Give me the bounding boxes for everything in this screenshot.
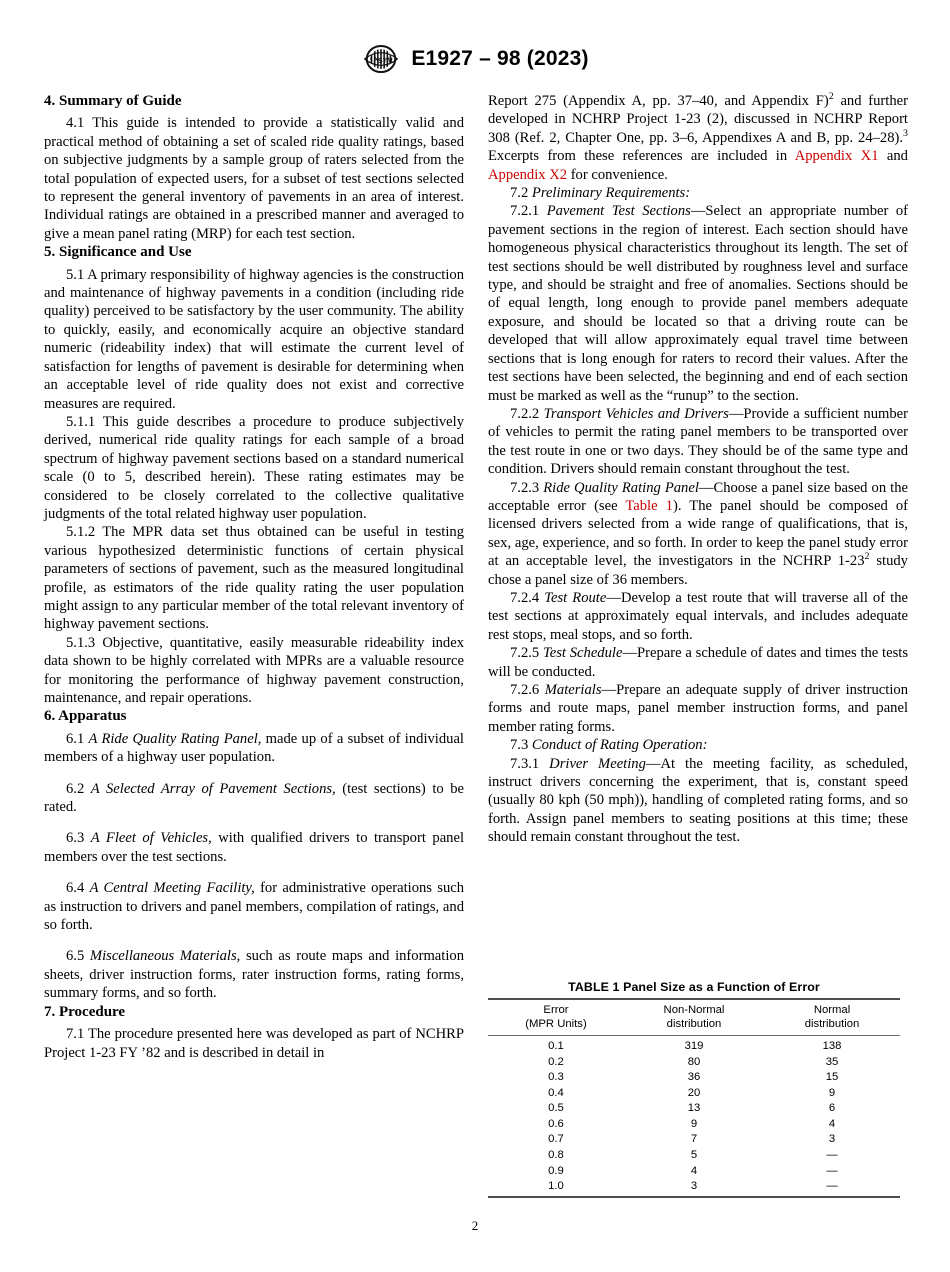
- para-text: This guide is intended to provide a statistically valid and practical method of obtaining a set of scaled ride quality ratings, based on subjective judgments by a sample group of raters selected from the total population of expected users, for a subset of test sections selected to represent the general inventory of pavements in an area of interest. Individual ratings are obtained in a prescribed manner and averaged to give a mean panel rating (MRP) for each test section.: [44, 115, 464, 242]
- para-number: 7.2.1: [510, 203, 540, 220]
- table-row: [488, 1163, 900, 1179]
- para-term: A Ride Quality Rating Panel,: [88, 730, 262, 747]
- para-text: for administrative operations such as instruction to drivers and panel members, compilation of ratings, and so forth.: [44, 880, 465, 934]
- column-header-normal: [764, 999, 900, 1036]
- cell-error: 1.0: [548, 1180, 564, 1193]
- table-row: [488, 1054, 900, 1070]
- table-bottom-rule-row: [488, 1197, 900, 1198]
- cell-error: 0.2: [548, 1055, 564, 1068]
- right-column: [488, 92, 908, 847]
- para-text: (test sections) to be rated.: [44, 780, 464, 816]
- para-text: ). The panel should be composed of licensed drivers selected from a wide range of qualifications, that is, sex, age, experience, and so forth. In order to keep the panel study error at an acceptable level, the investigators in the NCHRP 1-23: [488, 497, 908, 570]
- heading-section-5: 5. Significance and Use: [44, 244, 192, 261]
- para-number: 6.1: [66, 730, 85, 747]
- paragraph-5-1-3: 5.1.3 Objective, quantitative, easily measurable rideability index data shown to be highly correlated with MPRs are a valuable resource for monitoring the performance of highway pavement construction, maintenance, and repair operations.: [44, 634, 464, 706]
- paragraph-6-1: [44, 730, 464, 767]
- para-text: and: [878, 148, 908, 165]
- para-text: —Provide a sufficient number of vehicles to permit the rating panel members to be transported over the test route in one or two days. They should be of the same type and condition. Drivers should remain constant throughout the test.: [488, 405, 909, 478]
- table-row: [488, 1132, 900, 1148]
- left-column: [44, 92, 464, 1062]
- cell-error: 0.4: [548, 1086, 564, 1099]
- cell-non-normal: 5: [690, 1149, 698, 1162]
- cell-non-normal: 319: [684, 1040, 704, 1052]
- para-text: —Prepare an adequate supply of driver instruction forms and route maps, panel member instruction forms, and panel member rating forms.: [488, 682, 908, 735]
- table-row: [488, 1101, 900, 1117]
- para-term: Test Schedule: [542, 645, 623, 662]
- para-number: 4.1: [66, 115, 85, 132]
- para-text: Excerpts from these references are included in: [488, 148, 795, 165]
- para-number: 7.2.3: [510, 479, 540, 496]
- column-header-error-line1: Error: [543, 1004, 569, 1016]
- paragraph-6-2: [44, 780, 464, 817]
- para-number: 6.2: [66, 780, 85, 797]
- cell-error: 0.9: [548, 1164, 564, 1177]
- cell-normal: —: [826, 1180, 838, 1193]
- para-number: 7.2.4: [510, 589, 540, 606]
- heading-section-7: 7. Procedure: [44, 1003, 126, 1020]
- para-text: for convenience.: [567, 166, 668, 183]
- paragraph-7-1-start: 7.1 The procedure presented here was developed as part of NCHRP Project 1-23 FY ’82 and is described in detail in: [44, 1026, 464, 1061]
- cell-non-normal: 9: [690, 1117, 698, 1130]
- column-header-error-line2: (MPR Units): [525, 1017, 587, 1030]
- page-title: E1927 – 98 (2023): [411, 47, 589, 70]
- cell-normal: 15: [825, 1071, 839, 1084]
- para-term: Transport Vehicles and Drivers: [543, 405, 729, 422]
- cell-normal: —: [826, 1149, 838, 1162]
- cell-non-normal: 80: [687, 1055, 701, 1068]
- para-text: —At the meeting facility, as scheduled, instruct drivers concerning the experiment, that is, constant speed (usually 80 kph (50 mph)), handling of completed rating forms, and so forth. Assign panel members to seating positions at this time; these should remain constant throughout the test.: [488, 755, 908, 846]
- table-head: [488, 999, 900, 1036]
- para-term: A Central Meeting Facility,: [89, 880, 255, 897]
- column-header-non-normal-line2: distribution: [666, 1017, 722, 1030]
- para-term: Miscellaneous Materials,: [89, 948, 241, 965]
- para-text: Report 275 (Appendix A, pp. 37–40, and Appendix F): [488, 93, 829, 109]
- column-header-normal-line2: distribution: [804, 1017, 860, 1030]
- paragraph-7-2-5: [488, 644, 908, 681]
- table-foot: [488, 1197, 900, 1198]
- cell-error: 0.1: [548, 1040, 564, 1052]
- paragraph-4-1: [44, 114, 464, 243]
- cell-error: 0.6: [548, 1117, 564, 1130]
- table-1-container: [488, 980, 900, 1198]
- para-term: Ride Quality Rating Panel: [543, 479, 699, 496]
- paragraph-7-2-3: [488, 479, 908, 589]
- link-appendix-x1[interactable]: Appendix X1: [794, 148, 879, 165]
- page-header: [0, 44, 950, 74]
- svg-text:S: S: [378, 57, 384, 65]
- cell-normal: 138: [822, 1040, 842, 1052]
- para-text: —Develop a test route that will traverse all of the test sections at approximately equal intervals, and includes adequate rest stops, meal stops, and so forth.: [488, 589, 908, 643]
- para-text: —Choose a panel size based on the acceptable error (see: [488, 479, 909, 514]
- paragraph-6-5: [44, 947, 464, 1002]
- table-row: [488, 1036, 900, 1054]
- cell-normal: 9: [828, 1086, 836, 1099]
- column-header-error: [488, 999, 624, 1036]
- cell-non-normal: 4: [690, 1164, 698, 1177]
- table-body: [488, 1036, 900, 1198]
- paragraph-7-2-2: [488, 405, 908, 479]
- svg-text:M: M: [386, 56, 394, 65]
- cell-normal: 6: [828, 1102, 836, 1115]
- svg-text:A: A: [372, 55, 379, 64]
- table-row: [488, 1085, 900, 1101]
- cell-normal: 35: [825, 1055, 839, 1068]
- cell-error: 0.8: [548, 1149, 564, 1162]
- para-text: made up of a subset of individual members of a highway user population.: [44, 730, 464, 766]
- astm-logo-icon: [361, 44, 401, 74]
- para-number: 7.3.1: [510, 755, 540, 772]
- para-term: Pavement Test Sections: [546, 203, 691, 220]
- para-text: and further developed in NCHRP Project 1-23 (2), discussed in NCHRP Report 308 (Ref. 2, Chapter One, pp. 3–6, Appendixes A and B, pp. 24–28).: [488, 93, 908, 146]
- svg-text:T: T: [382, 57, 388, 66]
- column-header-non-normal-line1: Non-Normal: [663, 1004, 725, 1016]
- table-row: [488, 1116, 900, 1132]
- paragraph-7-2: [488, 184, 908, 202]
- para-number: 7.2.6: [510, 682, 540, 698]
- para-term: Preliminary Requirements:: [531, 185, 691, 202]
- paragraph-7-1-continued: [488, 92, 908, 184]
- heading-section-6: 6. Apparatus: [44, 708, 127, 725]
- para-number: 6.3: [66, 830, 85, 847]
- para-text: —Prepare a schedule of dates and times the tests will be conducted.: [488, 645, 908, 680]
- para-text: study chose a panel size of 36 members.: [488, 553, 908, 588]
- cell-normal: 3: [828, 1133, 836, 1146]
- table-row: [488, 1069, 900, 1085]
- footnote-ref-2: 2: [828, 91, 834, 103]
- table-bottom-rule: [488, 1197, 900, 1198]
- cell-non-normal: 7: [690, 1133, 698, 1146]
- footnote-ref-2b: 2: [864, 551, 870, 563]
- column-header-non-normal: [624, 999, 764, 1036]
- paragraph-5-1-2: 5.1.2 The MPR data set thus obtained can be useful in testing various hypothesized deterministic functions of certain physical parameters of sections of pavement, such as the measured longitudinal profile, as estimators of the ride quality rating the user population might assign to any particular member of the total relevant inventory of highway pavement sections.: [44, 524, 464, 633]
- para-number: 7.2.5: [510, 645, 540, 662]
- paragraph-7-2-6: [488, 681, 908, 736]
- para-term: Materials: [544, 682, 602, 698]
- table-caption: TABLE 1 Panel Size as a Function of Error: [568, 980, 820, 994]
- paragraph-7-3-1: [488, 755, 908, 847]
- para-number: 7.3: [510, 737, 529, 754]
- cell-error: 0.7: [548, 1133, 564, 1146]
- para-text: with qualified drivers to transport panel members over the test sections.: [44, 830, 464, 865]
- paragraph-6-3: [44, 829, 464, 866]
- para-number: 7.2: [510, 185, 529, 202]
- table-row: [488, 1147, 900, 1163]
- paragraph-6-4: [44, 879, 464, 934]
- paragraph-7-2-4: [488, 589, 908, 644]
- link-appendix-x2[interactable]: Appendix X2: [488, 166, 568, 183]
- table-header-row: [488, 999, 900, 1036]
- cell-normal: —: [826, 1164, 838, 1177]
- cell-non-normal: 20: [687, 1086, 701, 1099]
- cell-non-normal: 3: [690, 1180, 698, 1193]
- para-number: 6.5: [66, 948, 85, 965]
- table-row: [488, 1179, 900, 1198]
- para-number: 7.2.2: [510, 405, 540, 422]
- page-number: 2: [471, 1218, 479, 1233]
- paragraph-7-3: [488, 736, 908, 754]
- para-term: A Selected Array of Pavement Sections,: [90, 780, 336, 797]
- cell-non-normal: 13: [687, 1102, 701, 1115]
- para-number: 6.4: [66, 880, 85, 897]
- heading-section-4: 4. Summary of Guide: [44, 93, 182, 109]
- cell-non-normal: 36: [687, 1071, 701, 1084]
- para-term: Conduct of Rating Operation:: [531, 737, 708, 754]
- cell-error: 0.5: [548, 1102, 564, 1115]
- link-table-1[interactable]: Table 1: [625, 497, 673, 514]
- footnote-ref-3: 3: [903, 127, 908, 139]
- paragraph-5-1-1: 5.1.1 This guide describes a procedure to produce subjectively derived, numerical ride quality ratings for each sample of a broad spectrum of highway pavement sections based on a standard numerical scale (0 to 5, described herein). These rating estimates may be considered to be closely correlated to the collective qualitative judgments of the total related highway user population.: [44, 413, 464, 522]
- para-term: A Fleet of Vehicles,: [90, 830, 212, 847]
- column-header-normal-line1: Normal: [813, 1004, 851, 1016]
- para-text: such as route maps and information sheets, driver instruction forms, rater instruction forms, rating forms, summary forms, and so forth.: [44, 948, 464, 1002]
- cell-normal: 4: [828, 1117, 836, 1130]
- para-term: Driver Meeting: [549, 755, 646, 772]
- para-term: Test Route: [544, 589, 607, 606]
- panel-size-table: [488, 998, 900, 1198]
- paragraph-7-2-1: [488, 202, 908, 404]
- paragraph-5-1: 5.1 A primary responsibility of highway agencies is the construction and maintenance of highway pavements in a condition (including ride quality) perceived to be satisfactory by the user community. The ability to quickly, easily, and economically acquire an objective standard numeric (rideability index) that will estimate the current level of satisfaction for lengths of pavement is desirable for determining when an acceptable level of ride quality does not exist and corrective measures are required.: [44, 266, 465, 412]
- cell-error: 0.3: [548, 1071, 564, 1084]
- para-text: —Select an appropriate number of pavement sections in the region of interest. Each section should have homogeneous physical characteristics throughout its length. The set of test sections should be well distributed by roughness level and surface type, and should be straight and free of anomalies. Sections should be of equal length, long enough to provide panel members adequate exposure, and should be located so that a driving route can be developed that will allow approximately equal travel time between sections that is long enough for raters to record their values. After the test sections have been selected, the beginning and end of each section must be marked as well as the “runup” to the section.: [488, 203, 908, 404]
